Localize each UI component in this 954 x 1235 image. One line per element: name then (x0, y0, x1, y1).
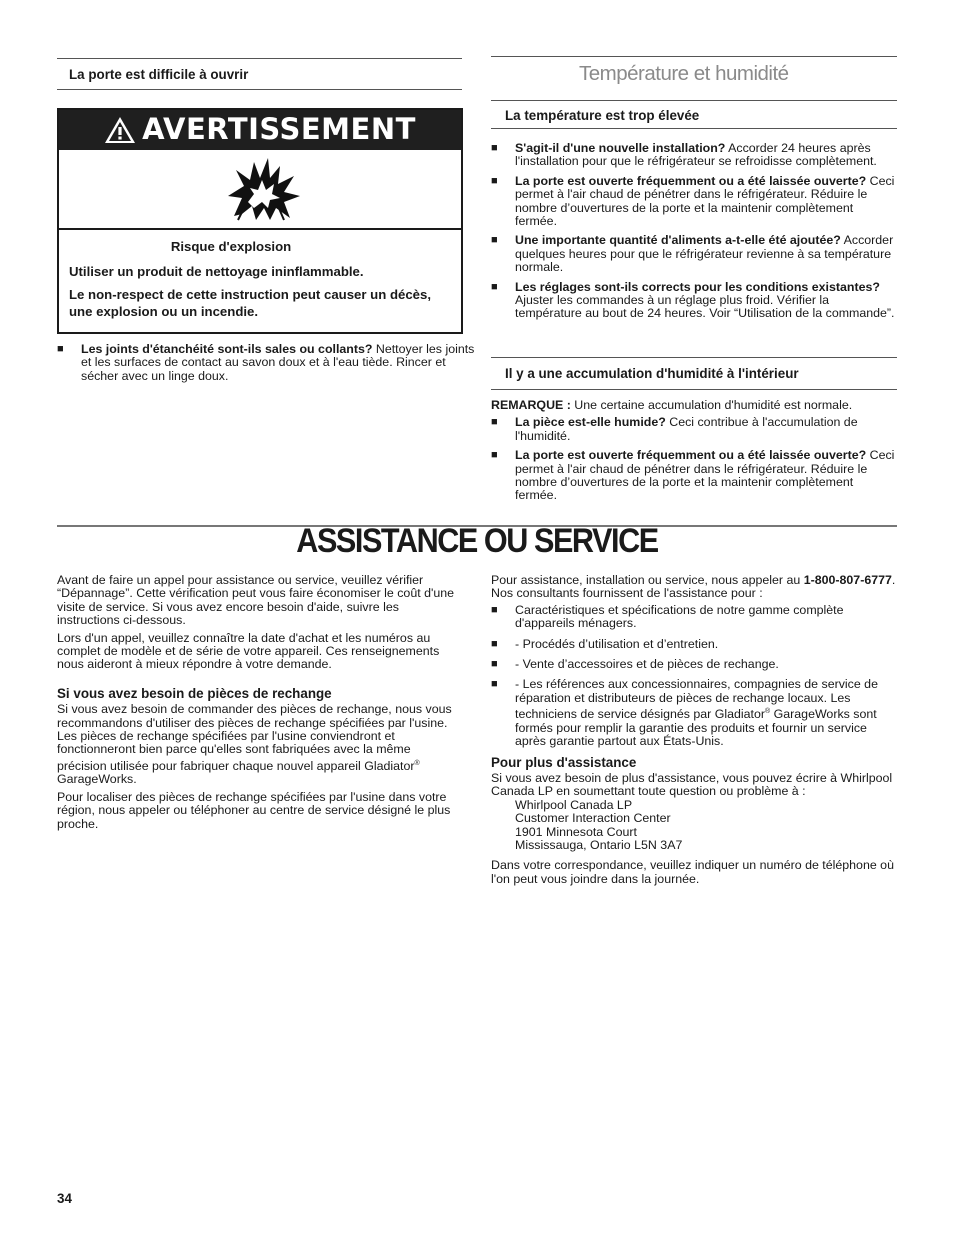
question: Les réglages sont-ils corrects pour les conditions existantes? (515, 279, 880, 294)
list-item (491, 416, 897, 443)
subheading-text: La température est trop élevée (505, 108, 700, 123)
call-paragraph (491, 574, 897, 601)
bullet-icon: ■ (491, 142, 498, 154)
explosion-icon (224, 156, 304, 222)
section-title: Température et humidité (579, 62, 789, 85)
bullet-icon: ■ (57, 343, 64, 355)
answer: Accorder 24 heures après l'installation pour que le réfrigérateur se refroidisse complètement. (515, 141, 877, 169)
question: S'agit-il d'une nouvelle installation? (515, 141, 726, 155)
warning-header (59, 110, 461, 150)
list-item (491, 638, 897, 651)
bullet-icon: ■ (491, 678, 498, 691)
question: La porte est ouverte fréquemment ou a été laissée ouverte? (515, 448, 867, 463)
question: Les joints d'étanchéité sont-ils sales ou collants? (81, 342, 373, 356)
answer: Ceci permet à l'air chaud de pénétrer dans le réfrigérateur. Réduire le nombre d’ouvertures de la porte et la maintenir complètement fermée. (515, 173, 895, 229)
list-item (491, 281, 897, 321)
registered-mark: ® (414, 759, 420, 767)
address-line: Customer Interaction Center (515, 811, 671, 826)
service-text: - Vente d’accessoires et de pièces de rechange. (515, 657, 779, 672)
warning-triangle-icon (104, 116, 136, 144)
bullet-icon: ■ (491, 658, 498, 671)
list-item (491, 175, 897, 229)
intro-paragraph-2: Lors d'un appel, veuillez connaître la date d'achat et les numéros au complet de modèle et de série de votre appareil. Ces renseignements nous aideront à mieux répondre à votre demande. (57, 630, 440, 672)
bullet-icon: ■ (491, 416, 498, 429)
parts-heading: Si vous avez besoin de pièces de rechange (57, 685, 332, 701)
list-item (491, 678, 897, 748)
list-item (491, 658, 897, 671)
parts-paragraph-1-text: Si vous avez besoin de commander des pièces de rechange, nous vous recommandons d'utiliser des pièces de rechange spécifiées par l'usine. Les pièces de rechange spécifiées par l'usine conviendront et fonctionneront bien parce qu'elles sont fabriquées avec la même précision utilisée pour fabriquer chaque nouvel appareil Gladiator (57, 702, 452, 773)
list-item (491, 234, 897, 274)
more-help-paragraph: Si vous avez besoin de plus d'assistance, vous pouvez écrire à Whirlpool Canada LP en soumettant toute question ou problème à : (491, 771, 893, 799)
call-pre: Pour assistance, installation ou service, nous appeler au (491, 573, 804, 587)
address-line: Mississauga, Ontario L5N 3A7 (515, 838, 683, 853)
service-text: Caractéristiques et spécifications de notre gamme complète d'appareils ménagers. (515, 602, 844, 631)
parts-paragraph-2: Pour localiser des pièces de rechange spécifiées par l'usine dans votre région, nous appeler ou téléphoner au centre de service désigné le plus proche. (57, 789, 451, 831)
list-item (491, 604, 897, 631)
answer: Nettoyer les joints et les surfaces de contact au savon doux et à l'eau tiède. Rincer et sécher avec un linge doux. (81, 342, 475, 383)
answer: Ceci permet à l'air chaud de pénétrer dans le réfrigérateur. Réduire le nombre d’ouvertures de la porte et la maintenir complètement fermée. (515, 448, 895, 503)
assist-right-column (491, 574, 897, 886)
warning-line1: Utiliser un produit de nettoyage ininflammable. (69, 264, 364, 279)
phone-number: 1-800-807-6777 (803, 573, 892, 587)
heading-text: La porte est difficile à ouvrir (69, 67, 249, 82)
warning-box (57, 108, 463, 334)
question: La pièce est-elle humide? (515, 415, 666, 430)
question: Une importante quantité d'aliments a-t-elle été ajoutée? (515, 233, 841, 248)
subheading-temp-high (491, 100, 897, 129)
explosion-pictogram (59, 150, 461, 230)
registered-mark: ® (765, 708, 771, 716)
remark-label: REMARQUE : (491, 398, 571, 412)
assistance-title-wrap (57, 522, 897, 560)
bullet-icon: ■ (491, 174, 498, 187)
temp-list (491, 142, 897, 321)
remark (491, 399, 897, 412)
question: La porte est ouverte fréquemment ou a été laissée ouverte? (515, 173, 867, 188)
closing-paragraph: Dans votre correspondance, veuillez indiquer un numéro de téléphone où l'on peut vous joindre dans la journée. (491, 858, 894, 886)
call-post: . Nos consultants fournissent de l'assistance pour : (491, 573, 896, 601)
parts-paragraph-1 (57, 703, 462, 787)
answer: Ajuster les commandes à un réglage plus froid. Vérifier la température au bout de 24 heures. Voir “Utilisation de la commande”. (515, 293, 895, 321)
subheading-text: Il y a une accumulation d'humidité à l'intérieur (505, 366, 799, 381)
bullet-icon: ■ (491, 280, 498, 293)
list-item (491, 142, 897, 169)
subheading-humidity (491, 357, 897, 390)
warning-title: AVERTISSEMENT (142, 112, 416, 147)
bullet-icon: ■ (491, 603, 498, 616)
service-text: - Procédés d’utilisation et d’entretien. (515, 636, 719, 651)
more-help-heading: Pour plus d'assistance (491, 754, 637, 770)
bullet-icon: ■ (491, 449, 498, 462)
warning-line2: Le non-respect de cette instruction peut causer un décès, une explosion ou un incendie. (69, 287, 432, 319)
heading-door-hard-to-open (57, 58, 462, 90)
service-text-b: GarageWorks sont formés pour remplir la garantie des produits et fournir un service après garantie partout aux États-Unis. (515, 707, 877, 749)
intro-paragraph-1: Avant de faire un appel pour assistance ou service, veuillez vérifier “Dépannage”. Cette vérification peut vous faire économiser le coût d'une visite de service. Si vous avez encore besoin d'aide, suivre les instructions ci-dessous. (57, 573, 455, 628)
bullet-icon: ■ (491, 234, 498, 247)
address-line: Whirlpool Canada LP (515, 797, 633, 812)
page-number: 34 (57, 1191, 72, 1206)
section-temperature-humidity (491, 56, 897, 101)
remark-text: Une certaine accumulation d'humidité est normale. (570, 398, 853, 412)
assist-left-column (57, 574, 462, 831)
list-item (57, 343, 484, 383)
address-block (491, 799, 897, 853)
bullet-icon: ■ (491, 637, 498, 650)
humidity-list (491, 399, 897, 503)
warning-risk: Risque d'explosion (170, 239, 292, 254)
service-text-a: - Les références aux concessionnaires, compagnies de service de réparation et distributeurs de pièces de rechange locaux. Les techniciens de service désignés par Gladiator (515, 677, 878, 722)
address-line: 1901 Minnesota Court (515, 824, 637, 839)
warning-body (59, 230, 461, 320)
answer: Accorder quelques heures pour que le réfrigérateur revienne à sa température normale. (515, 233, 894, 275)
parts-paragraph-1-end: GarageWorks. (57, 772, 137, 787)
list-item (491, 449, 897, 503)
page-title: ASSISTANCE OU SERVICE (296, 522, 658, 560)
answer: Ceci contribue à l'accumulation de l'humidité. (515, 415, 858, 443)
